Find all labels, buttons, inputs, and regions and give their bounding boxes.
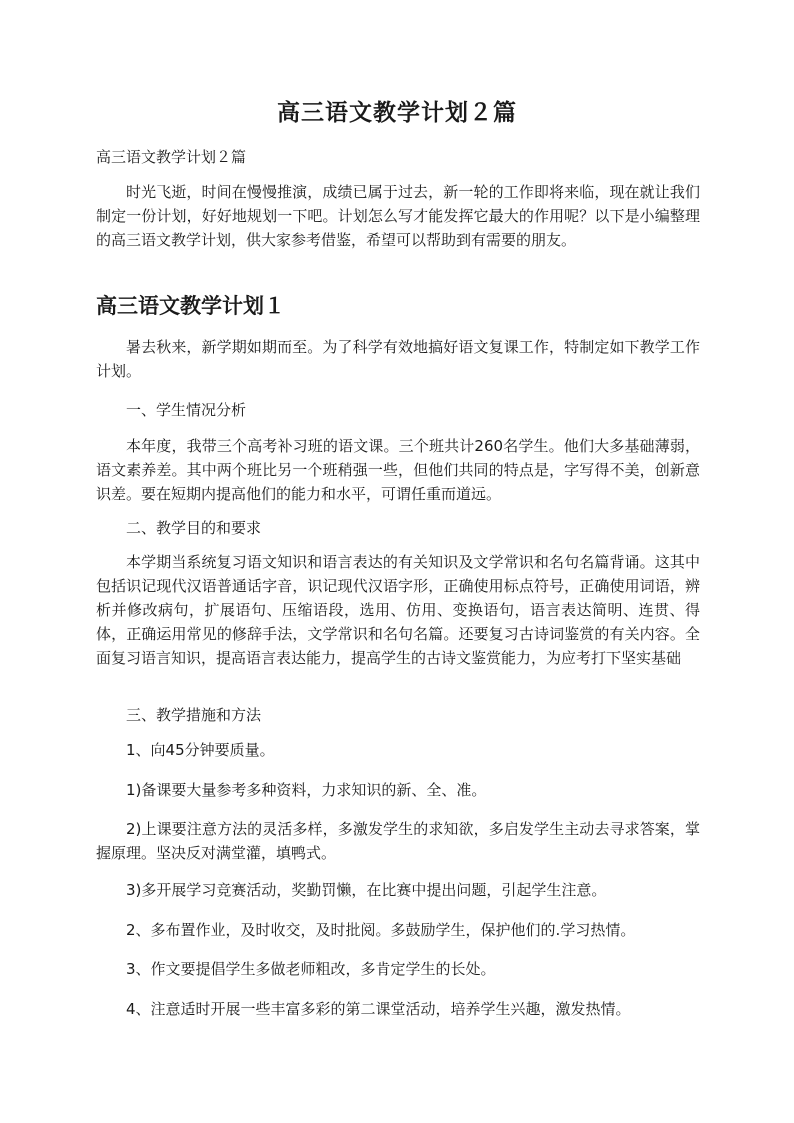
intro-paragraph: 时光飞逝，时间在慢慢推演，成绩已属于过去，新一轮的工作即将来临，现在就让我们制定一份计划，好好地规划一下吧。计划怎么写才能发挥它最大的作用呢？以下是小编整理的高三语文教学计划，供大家参考借鉴，希望可以帮助到有需要的朋友。 bbox=[96, 183, 700, 249]
list-item: 1)备课要大量参考多种资料，力求知识的新、全、准。 bbox=[126, 781, 487, 799]
part2-heading: 二、教学目的和要求 bbox=[126, 519, 262, 537]
list-item: 2)上课要注意方法的灵活多样，多激发学生的求知欲，多启发学生主动去寻求答案，掌握原理。坚决反对满堂灌，填鸭式。 bbox=[96, 820, 700, 862]
opening-paragraph: 暑去秋来，新学期如期而至。为了科学有效地搞好语文复课工作，特制定如下教学工作计划。 bbox=[96, 338, 700, 380]
list-item: 1、向45分钟要质量。 bbox=[126, 741, 275, 759]
list-item: 3、作文要提倡学生多做老师粗改，多肯定学生的长处。 bbox=[126, 960, 496, 978]
part1-paragraph: 本年度，我带三个高考补习班的语文课。三个班共计260名学生。他们大多基础薄弱，语文素养差。其中两个班比另一个班稍强一些，但他们共同的特点是，字写得不美，创新意识差。要在短期内提高他们的能力和水平，可谓任重而道远。 bbox=[96, 437, 700, 503]
section-heading: 高三语文教学计划１ bbox=[96, 293, 285, 318]
part1-heading: 一、学生情况分析 bbox=[126, 401, 247, 419]
list-item: 3)多开展学习竞赛活动，奖勤罚懒，在比赛中提出问题，引起学生注意。 bbox=[126, 881, 607, 899]
list-item: 4、注意适时开展一些丰富多彩的第二课堂活动，培养学生兴趣，激发热情。 bbox=[126, 1000, 631, 1018]
list-item: 2、多布置作业，及时收交，及时批阅。多鼓励学生，保护他们的.学习热情。 bbox=[126, 921, 636, 939]
part3-heading: 三、教学措施和方法 bbox=[126, 706, 262, 724]
document-title: 高三语文教学计划２篇 bbox=[277, 99, 517, 126]
document-subtitle: 高三语文教学计划２篇 bbox=[96, 148, 247, 166]
part2-paragraph: 本学期当系统复习语文知识和语言表达的有关知识及文学常识和名句名篇背诵。这其中包括识记现代汉语普通话字音，识记现代汉语字形，正确使用标点符号，正确使用词语，辨析并修改病句，扩展语句、压缩语段，选用、仿用、变换语句，语言表达简明、连贯、得体，正确运用常见的修辞手法，文学常识和名句名篇。还要复习古诗词鉴赏的有关内容。全面复习语言知识，提高语言表达能力，提高学生的古诗文鉴赏能力，为应考打下坚实基础 bbox=[96, 553, 700, 667]
